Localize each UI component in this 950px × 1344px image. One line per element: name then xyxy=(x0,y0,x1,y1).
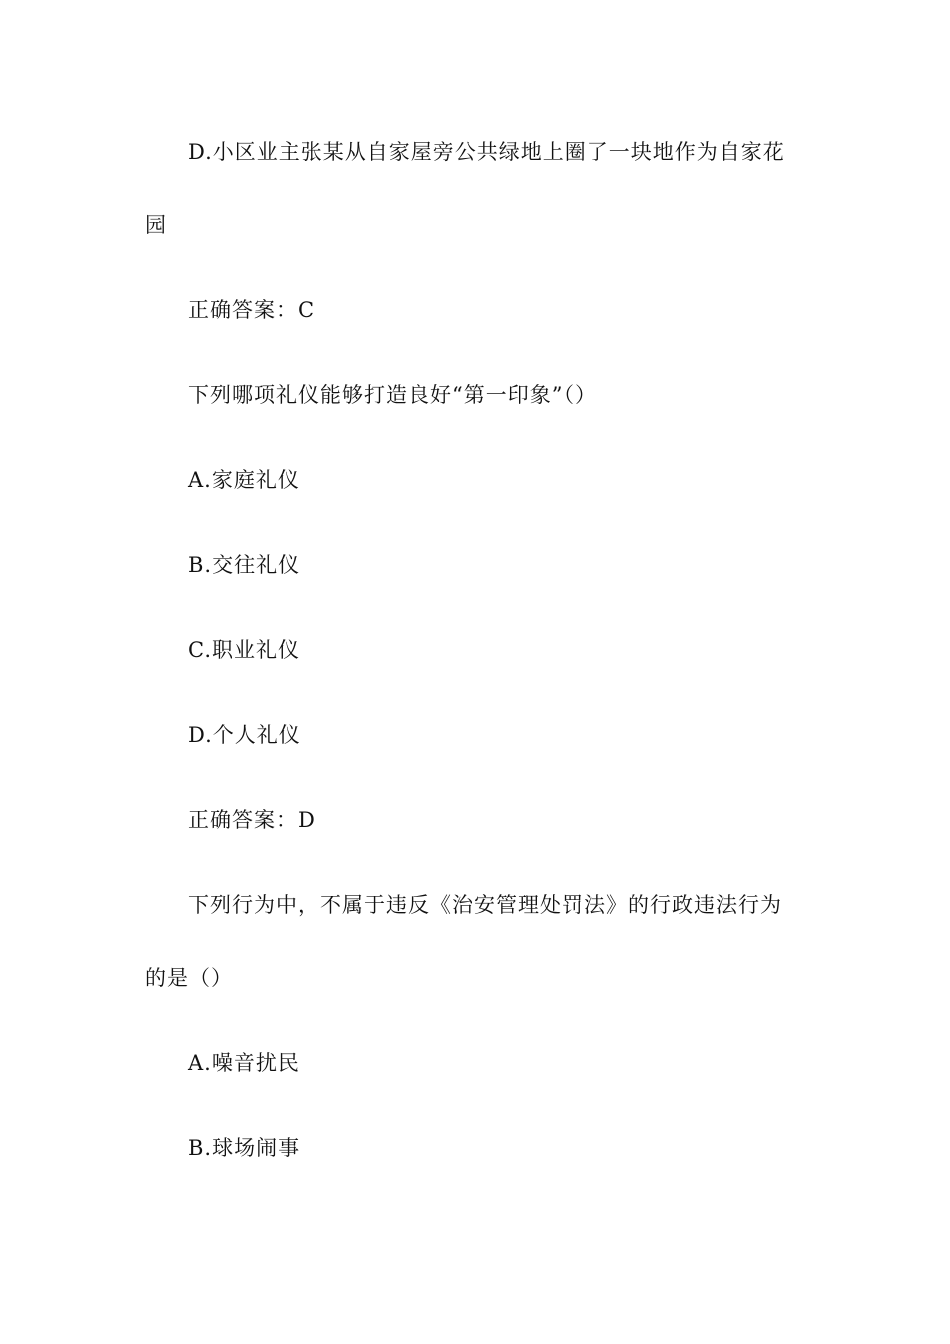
q2-option-b: B.交往礼仪 xyxy=(188,553,301,577)
q2-option-a: A.家庭礼仪 xyxy=(188,468,300,492)
q2-option-c: C.职业礼仪 xyxy=(188,638,300,662)
question-2: 下列哪项礼仪能够打造良好“第一印象”（） xyxy=(188,383,597,407)
q2-option-d: D.个人礼仪 xyxy=(188,723,301,747)
option-d-line-1: D.小区业主张某从自家屋旁公共绿地上圈了一块地作为自家花 xyxy=(188,140,785,164)
answer-1: 正确答案：C xyxy=(188,298,316,322)
question-3-line-2: 的是（） xyxy=(145,966,233,990)
q3-option-a: A.噪音扰民 xyxy=(188,1051,300,1075)
option-d-line-2: 园 xyxy=(145,213,167,237)
answer-2: 正确答案：D xyxy=(188,808,316,832)
question-3-line-1: 下列行为中，不属于违反《治安管理处罚法》的行政违法行为 xyxy=(188,893,782,917)
q3-option-b: B.球场闹事 xyxy=(188,1136,301,1160)
